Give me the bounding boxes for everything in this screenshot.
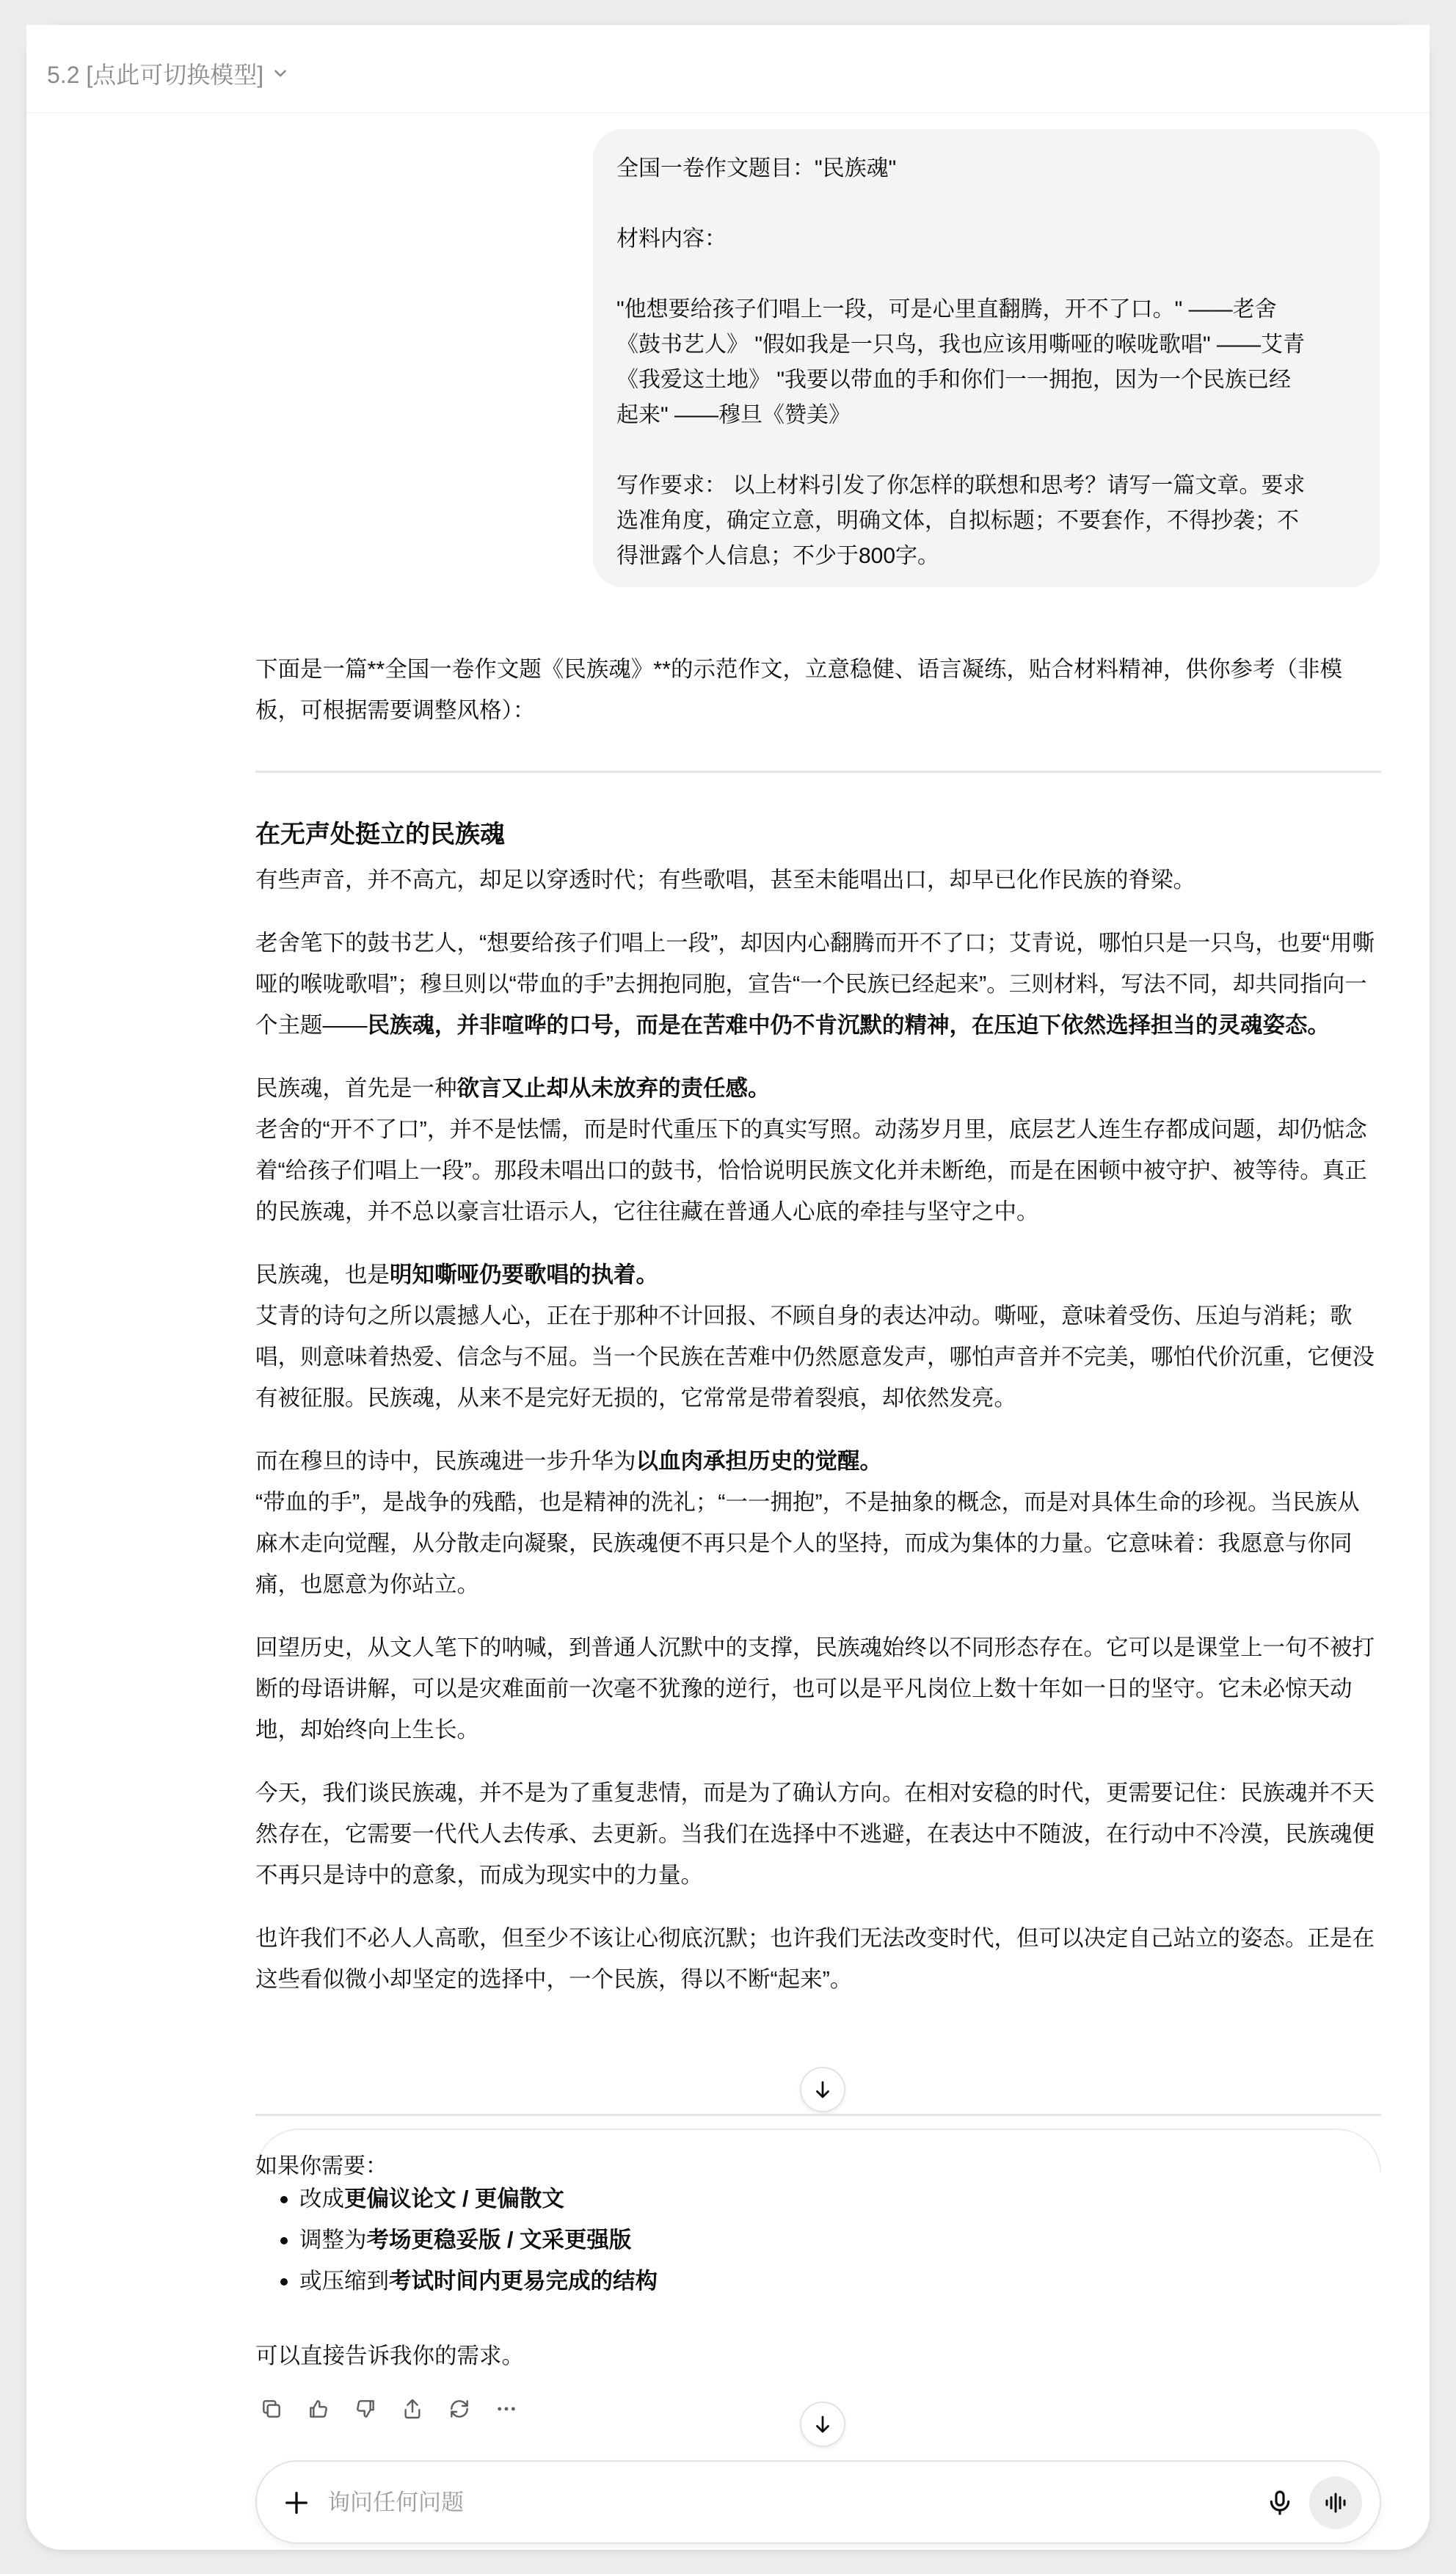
arrow-down-icon [812, 2413, 834, 2435]
divider [255, 771, 1381, 773]
share-button[interactable] [396, 2393, 429, 2425]
more-actions-button[interactable] [490, 2393, 523, 2425]
message-actions [255, 2393, 523, 2425]
bold-span: 考试时间内更易完成的结构 [389, 2269, 658, 2294]
list-item [255, 2178, 1381, 2219]
bold-span: 民族魂，并非喧哗的口号，而是在苦难中仍不肯沉默的精神，在压迫下依然选择担当的灵魂姿态。 [367, 1013, 1330, 1038]
paragraph-body: “带血的手”，是战争的残酷，也是精神的洗礼；“一一拥抱”，不是抽象的概念，而是对具体生命的珍视。当民族从麻木走向觉醒，从分散走向凝聚，民族魂便不再只是个人的坚持，而成为集体的力量。它意味着：我愿意与你同痛，也愿意为你站立。 [255, 1490, 1360, 1597]
user-message-line: 材料内容： [616, 227, 727, 251]
thumbs-up-icon [307, 2397, 330, 2421]
list-item [255, 2219, 1381, 2261]
assistant-intro: 下面是一篇**全国一卷作文题《民族魂》**的示范作文，立意稳健、语言凝练，贴合材料精神，供你参考（非模板，可根据需要调整风格）： [255, 657, 1342, 723]
user-message-bubble [593, 129, 1380, 587]
closing-text: 可以直接告诉我你的需求。 [255, 2344, 524, 2368]
voice-mode-button[interactable] [1309, 2476, 1362, 2529]
text-span: 民族魂，首先是一种 [255, 1076, 457, 1101]
bold-span: 欲言又止却从未放弃的责任感。 [456, 1076, 771, 1101]
bold-span: 以血肉承担历史的觉醒。 [636, 1449, 882, 1474]
bad-response-button[interactable] [349, 2393, 382, 2425]
text-span: 而在穆旦的诗中，民族魂进一步升华为 [255, 1449, 636, 1474]
paragraph-body: 老舍的“开不了口”，并不是怯懦，而是时代重压下的真实写照。动荡岁月里，底层艺人连生存都成问题，却仍惦念着“给孩子们唱上一段”。那段未唱出口的鼓书，恰恰说明民族文化并未断绝，而是在困顿中被守护、被等待。真正的民族魂，并不总以豪言壮语示人，它往往藏在普通人心底的牵挂与坚守之中。 [255, 1117, 1367, 1224]
user-message-line: 《我爱这土地》 "我要以带血的手和你们一一拥抱，因为一个民族已经 [616, 368, 1291, 392]
scroll-to-bottom-button[interactable] [800, 2067, 845, 2112]
plus-icon[interactable] [282, 2488, 311, 2517]
copy-icon [260, 2397, 283, 2421]
thumbs-down-icon [354, 2397, 377, 2421]
voice-mode-icon [1322, 2490, 1349, 2516]
essay-paragraph: 有些声音，并不高亢，却足以穿透时代；有些歌唱，甚至未能唱出口，却早已化作民族的脊梁。 [255, 868, 1195, 892]
essay-paragraph [255, 923, 1381, 1046]
user-message-line: 得泄露个人信息；不少于800字。 [616, 544, 940, 568]
bold-span: 考场更稳妥版 / 文采更强版 [366, 2228, 632, 2253]
user-message-line: "他想要给孩子们唱上一段，可是心里直翻腾，开不了口。" ——老舍 [616, 297, 1277, 321]
copy-button[interactable] [255, 2393, 288, 2425]
good-response-button[interactable] [302, 2393, 335, 2425]
essay-paragraph: 今天，我们谈民族魂，并不是为了重复悲情，而是为了确认方向。在相对安稳的时代，更需要记住：民族魂并不天然存在，它需要一代代人去传承、去更新。当我们在选择中不逃避，在表达中不随波，在行动中不冷漠，民族魂便不再只是诗中的意象，而成为现实中的力量。 [255, 1781, 1375, 1888]
text-span: 或压缩到 [299, 2269, 389, 2294]
paragraph-lead [255, 1254, 1381, 1295]
regenerate-icon [448, 2397, 471, 2421]
bold-span: 明知嘶哑仍要歌唱的执着。 [390, 1262, 658, 1287]
essay-paragraph: 回望历史，从文人笔下的呐喊，到普通人沉默中的支撑，民族魂始终以不同形态存在。它可以是课堂上一句不被打断的母语讲解，可以是灾难面前一次毫不犹豫的逆行，也可以是平凡岗位上数十年如一日的坚守。它未必惊天动地，却始终向上生长。 [255, 1635, 1375, 1742]
text-span: 调整为 [299, 2228, 367, 2253]
paragraph-body: 艾青的诗句之所以震撼人心，正在于那种不计回报、不顾自身的表达冲动。嘶哑，意味着受伤、压迫与消耗；歌唱，则意味着热爱、信念与不屈。当一个民族在苦难中仍然愿意发声，哪怕声音并不完美，哪怕代价沉重，它便没有被征服。民族魂，从来不是完好无损的，它常常是带着裂痕，却依然发亮。 [255, 1304, 1375, 1411]
essay-paragraph: 也许我们不必人人高歌，但至少不该让心彻底沉默；也许我们无法改变时代，但可以决定自己站立的姿态。正是在这些看似微小却坚定的选择中，一个民族，得以不断“起来”。 [255, 1926, 1375, 1992]
options-list [255, 2178, 1381, 2302]
essay-paragraph [255, 1254, 1381, 1419]
arrow-down-icon [812, 2079, 834, 2101]
model-switcher[interactable] [47, 57, 290, 90]
essay-paragraph [255, 1068, 1381, 1232]
message-input[interactable] [327, 2484, 1208, 2522]
essay-paragraph [255, 1441, 1381, 1605]
scroll-to-bottom-button[interactable] [800, 2402, 845, 2447]
chat-window [26, 25, 1430, 2550]
message-composer [255, 2460, 1381, 2544]
faded-text: 如果你需要： [255, 2154, 387, 2178]
essay-title: 在无声处挺立的民族魂 [255, 821, 505, 848]
model-label: 5.2 [点此可切换模型] [47, 62, 264, 88]
user-message-line: 《鼓书艺人》 "假如我是一只鸟，我也应该用嘶哑的喉咙歌唱" ——艾青 [616, 332, 1305, 357]
list-item [255, 2261, 1381, 2302]
user-message-line: 选准角度，确定立意，明确文体，自拟标题；不要套作，不得抄袭；不 [616, 509, 1299, 533]
composer-ghost [255, 2128, 1381, 2178]
share-icon [401, 2397, 424, 2421]
user-message-line: 起来" ——穆旦《赞美》 [616, 403, 851, 427]
more-icon [495, 2397, 518, 2421]
divider [255, 2114, 1381, 2116]
bold-span: 更偏议论文 / 更偏散文 [344, 2186, 564, 2211]
assistant-message [255, 649, 1381, 2022]
microphone-icon[interactable] [1265, 2488, 1295, 2517]
text-span: 改成 [299, 2186, 344, 2211]
regenerate-button[interactable] [443, 2393, 476, 2425]
user-message-line: 全国一卷作文题目："民族魂" [616, 156, 897, 181]
text-span: 民族魂，也是 [255, 1262, 390, 1287]
paragraph-lead [255, 1068, 1381, 1109]
user-message-line: 写作要求： 以上材料引发了你怎样的联想和思考？请写一篇文章。要求 [616, 473, 1306, 498]
text-span: 老舍笔下的鼓书艺人，“想要给孩子们唱上一段”，却因内心翻腾而开不了口；艾青说，哪怕只是一只鸟，也要“用嘶哑的喉咙歌唱”；穆旦则以“带血的手”去拥抱同胞，宣告“一个民族已经起来”。三则材料，写法不同，却共同指向一个主题—— [255, 931, 1375, 1038]
header [26, 25, 1430, 113]
chevron-down-icon [271, 64, 290, 83]
paragraph-lead [255, 1441, 1381, 1482]
